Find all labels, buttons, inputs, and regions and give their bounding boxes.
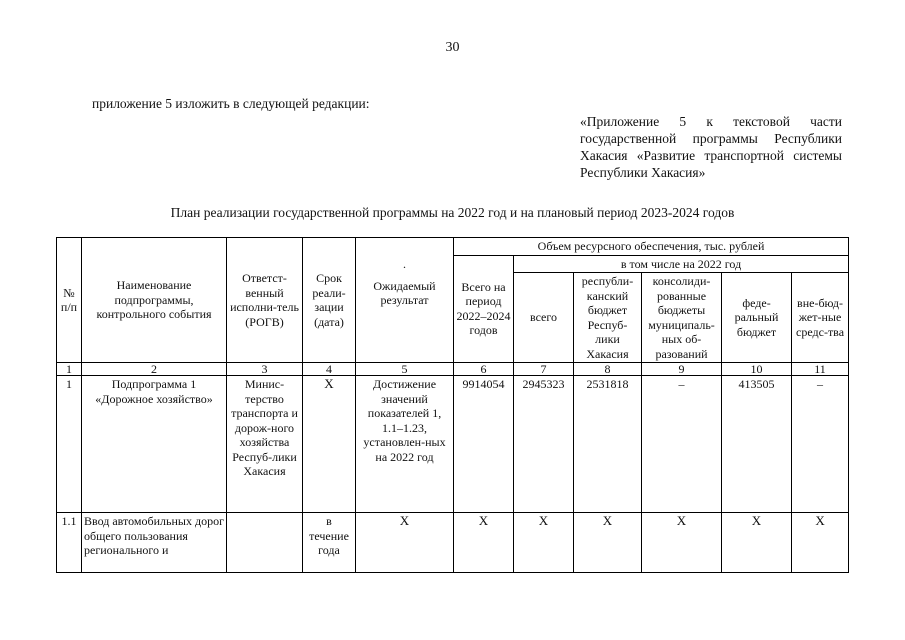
header-republican: республи-канский бюджет Респуб-лики Хакасия bbox=[574, 273, 642, 363]
table-row bbox=[57, 376, 849, 513]
header-responsible: Ответст-венный исполни-тель (РОГВ) bbox=[227, 238, 303, 363]
column-number: 3 bbox=[227, 363, 303, 376]
row-deadline: X bbox=[303, 376, 356, 513]
row-result: X bbox=[356, 513, 454, 573]
row-responsible: Минис-терство транспорта и дорож-ного хозяйства Респуб-лики Хакасия bbox=[227, 376, 303, 513]
row-no: 1.1 bbox=[57, 513, 82, 573]
column-number: 7 bbox=[514, 363, 574, 376]
header-incl-2022: в том числе на 2022 год bbox=[514, 255, 849, 273]
row-no: 1 bbox=[57, 376, 82, 513]
row-result: Достижение значений показателей 1, 1.1–1.23, установлен-ных на 2022 год bbox=[356, 376, 454, 513]
header-row-1 bbox=[57, 238, 849, 256]
row-total: 2945323 bbox=[514, 376, 574, 513]
header-total-period: Всего на период 2022–2024 годов bbox=[454, 255, 514, 363]
row-total-period: X bbox=[454, 513, 514, 573]
appendix-note: «Приложение 5 к текстовой части государственной программы Республики Хакасия «Развитие транспортной системы Республики Хакасия» bbox=[580, 114, 842, 180]
plan-title: План реализации государственной программы на 2022 год и на плановый период 2023-2024 годов bbox=[170, 205, 735, 220]
intro-text: приложение 5 изложить в следующей редакции: bbox=[92, 96, 370, 111]
row-republican: 2531818 bbox=[574, 376, 642, 513]
table-row bbox=[57, 513, 849, 573]
column-number: 9 bbox=[642, 363, 722, 376]
column-number: 8 bbox=[574, 363, 642, 376]
row-municipal: – bbox=[642, 376, 722, 513]
row-name: Ввод автомобильных дорог общего пользования регионального и bbox=[82, 513, 227, 573]
column-number: 2 bbox=[82, 363, 227, 376]
column-number: 1 bbox=[57, 363, 82, 376]
column-number: 10 bbox=[722, 363, 792, 376]
header-result bbox=[356, 238, 454, 363]
row-federal: 413505 bbox=[722, 376, 792, 513]
column-number: 5 bbox=[356, 363, 454, 376]
header-deadline: Срок реали-зации (дата) bbox=[303, 238, 356, 363]
header-municipal: консолиди-рованные бюджеты муниципаль-ных об-разований bbox=[642, 273, 722, 363]
row-total-period: 9914054 bbox=[454, 376, 514, 513]
header-total: всего bbox=[514, 273, 574, 363]
header-dot: · bbox=[402, 260, 407, 274]
header-federal: феде-ральный бюджет bbox=[722, 273, 792, 363]
page-number: 30 bbox=[445, 40, 460, 55]
row-total: X bbox=[514, 513, 574, 573]
header-extrabudget: вне-бюд-жет-ные средс-тва bbox=[792, 273, 849, 363]
row-republican: X bbox=[574, 513, 642, 573]
header-result-label: Ожидаемый результат bbox=[373, 278, 436, 307]
plan-table bbox=[56, 237, 849, 573]
row-extrabudget: – bbox=[792, 376, 849, 513]
row-responsible bbox=[227, 513, 303, 573]
column-number: 6 bbox=[454, 363, 514, 376]
row-deadline: в течение года bbox=[303, 513, 356, 573]
header-no: № п/п bbox=[57, 238, 82, 363]
column-number: 11 bbox=[792, 363, 849, 376]
header-resources: Объем ресурсного обеспечения, тыс. рублей bbox=[454, 238, 849, 256]
row-municipal: X bbox=[642, 513, 722, 573]
row-extrabudget: X bbox=[792, 513, 849, 573]
column-number: 4 bbox=[303, 363, 356, 376]
row-federal: X bbox=[722, 513, 792, 573]
header-name: Наименование подпрограммы, контрольного события bbox=[82, 238, 227, 363]
column-number-row bbox=[57, 363, 849, 376]
row-name: Подпрограмма 1 «Дорожное хозяйство» bbox=[82, 376, 227, 513]
